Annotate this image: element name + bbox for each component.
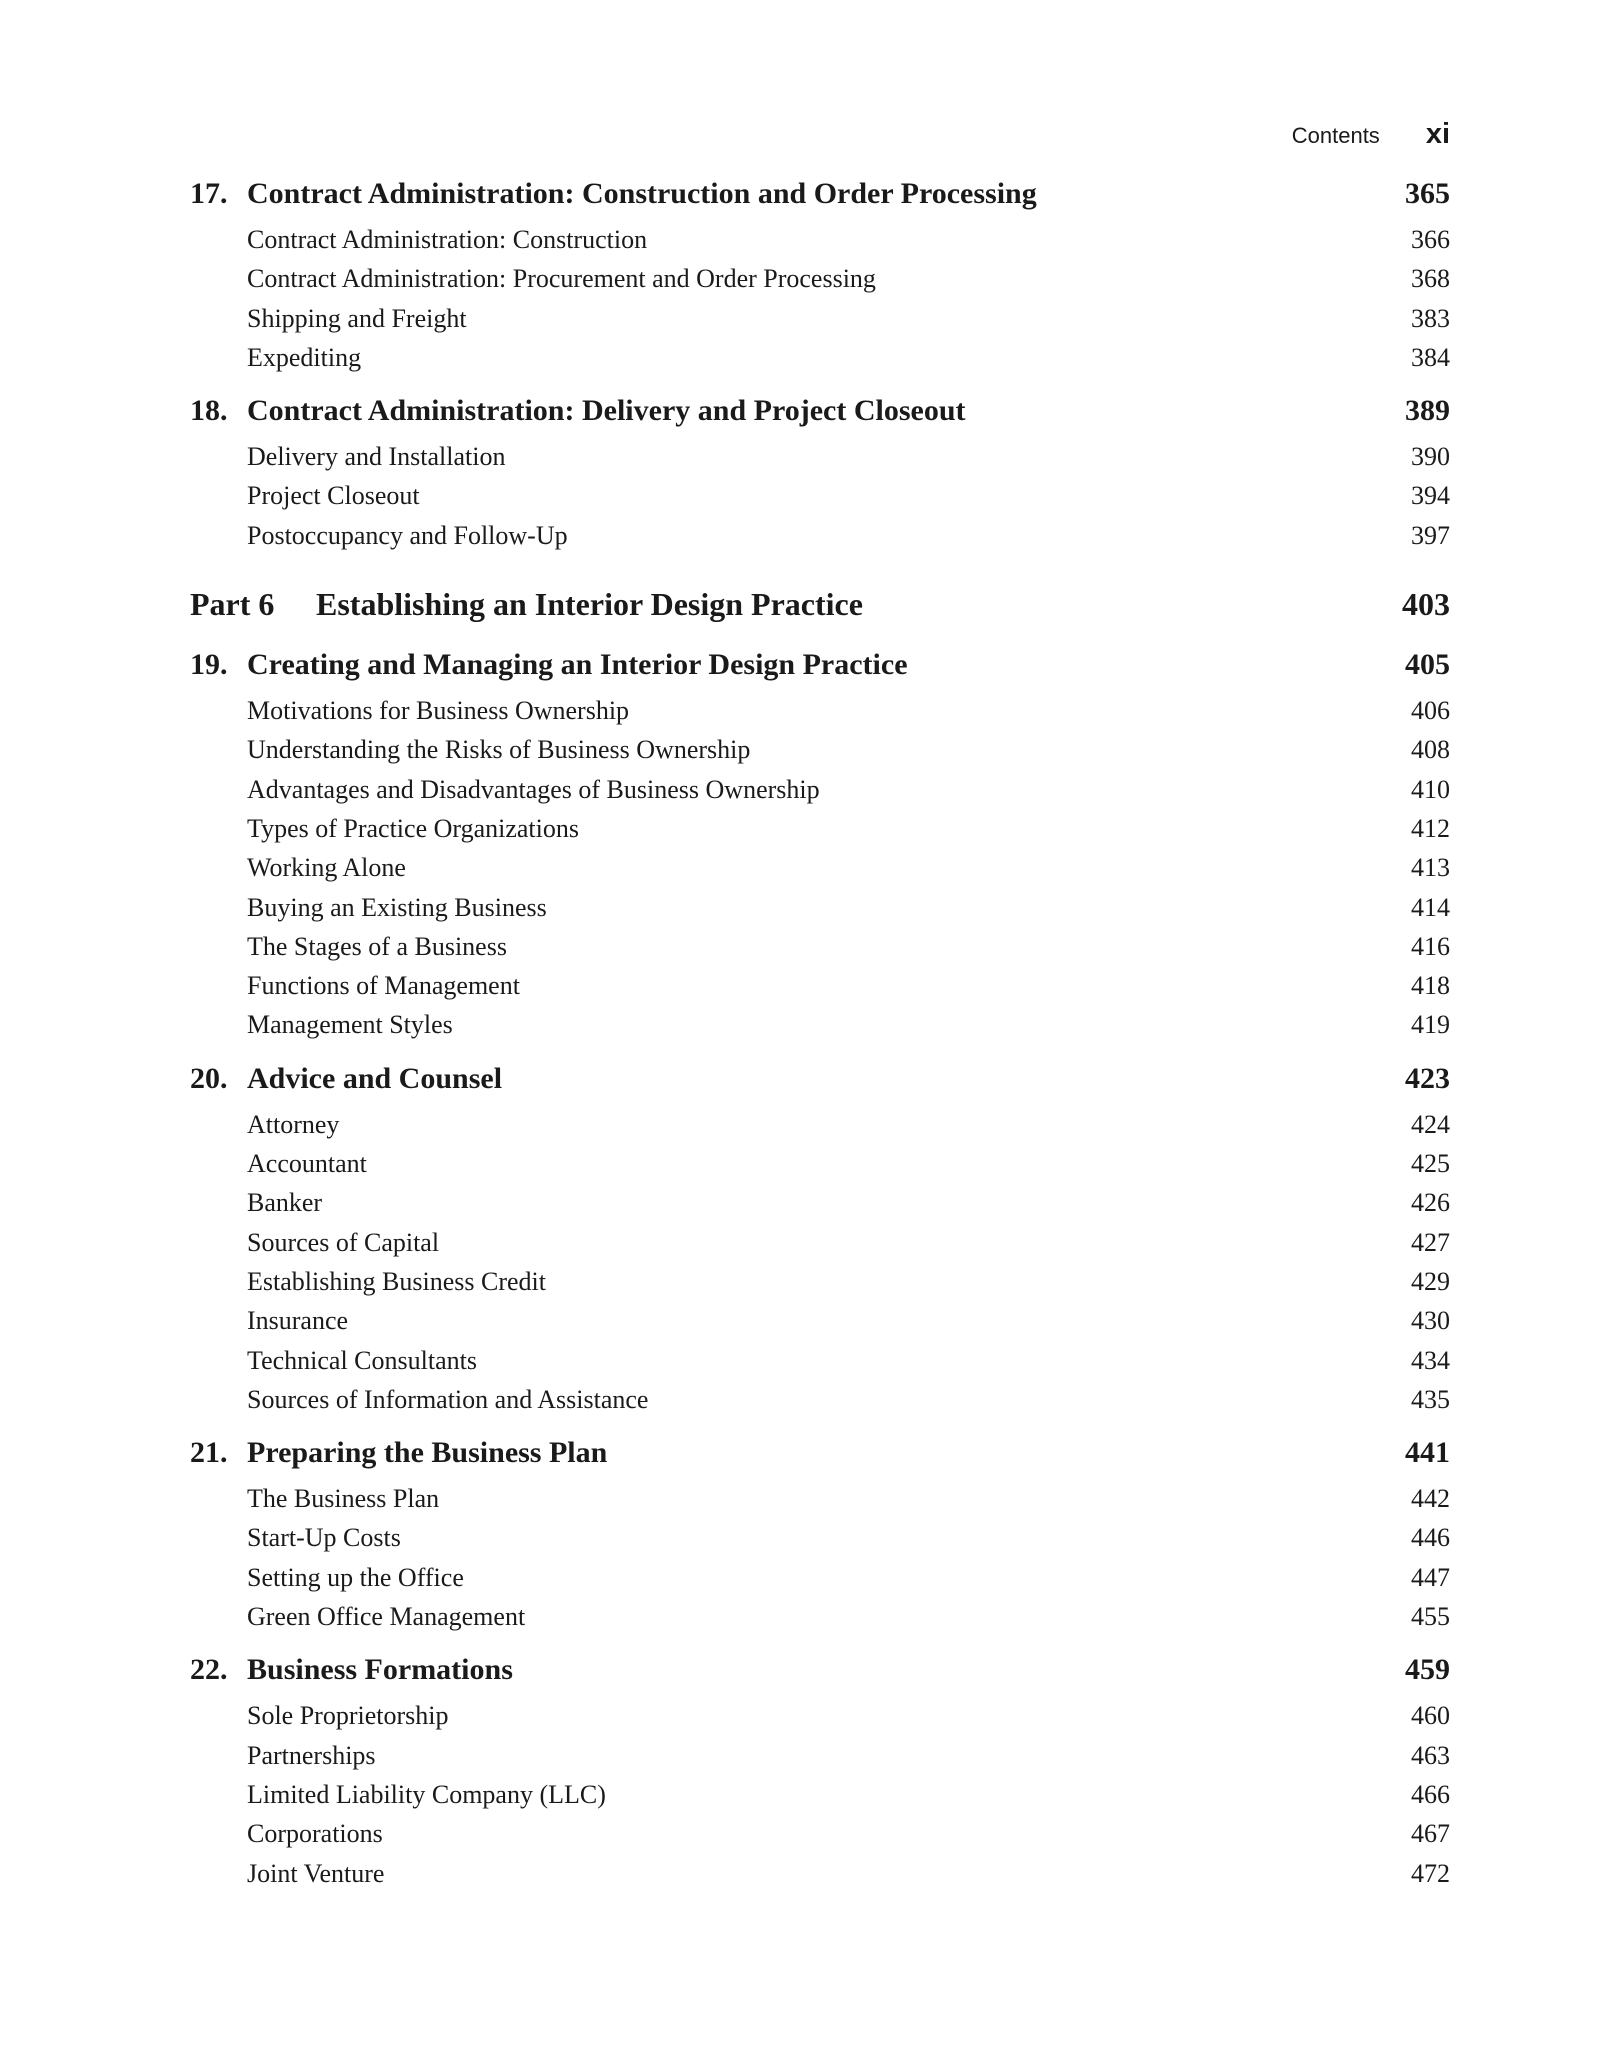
- part-page: 403: [1402, 586, 1450, 623]
- toc-entry[interactable]: [190, 225, 1450, 264]
- entry-title: Corporations: [247, 1819, 383, 1849]
- entry-title: The Business Plan: [247, 1484, 440, 1514]
- toc-entry[interactable]: [190, 1306, 1450, 1345]
- toc-entry[interactable]: [190, 343, 1450, 382]
- chapter-number: 21.: [190, 1436, 228, 1470]
- entry-page: 427: [1411, 1227, 1450, 1257]
- entry-page: 429: [1411, 1266, 1450, 1296]
- chapter-page: 441: [1405, 1436, 1450, 1470]
- chapter-18: [190, 394, 1450, 560]
- toc-entry[interactable]: [190, 1110, 1450, 1149]
- toc-entry[interactable]: [190, 1188, 1450, 1227]
- entry-title: Types of Practice Organizations: [247, 813, 579, 843]
- entry-title: Partnerships: [247, 1740, 376, 1770]
- entry-page: 410: [1411, 774, 1450, 804]
- toc-entry[interactable]: [190, 1228, 1450, 1267]
- entry-title: Advantages and Disadvantages of Business Ownership: [247, 774, 820, 804]
- entry-page: 466: [1411, 1779, 1450, 1809]
- toc-entry[interactable]: [190, 1859, 1450, 1898]
- toc-entry[interactable]: [190, 442, 1450, 481]
- chapter-heading[interactable]: [190, 1062, 1450, 1110]
- entry-title: Delivery and Installation: [247, 442, 506, 472]
- entry-page: 434: [1411, 1345, 1450, 1375]
- entry-page: 413: [1411, 853, 1450, 883]
- page-folio: xi: [1425, 118, 1450, 150]
- entry-title: Contract Administration: Procurement and Order Processing: [247, 264, 876, 294]
- chapter-title: Contract Administration: Construction and Order Processing: [247, 177, 1037, 210]
- chapter-number: 18.: [190, 394, 228, 428]
- entry-title: Project Closeout: [247, 481, 420, 511]
- entry-page: 394: [1411, 481, 1450, 511]
- entry-title: Accountant: [247, 1149, 367, 1179]
- chapter-page: 459: [1405, 1653, 1450, 1687]
- toc-entry[interactable]: [190, 1149, 1450, 1188]
- chapter-number: 17.: [190, 177, 228, 210]
- toc-entry[interactable]: [190, 932, 1450, 971]
- entry-page: 368: [1411, 264, 1450, 294]
- chapter-heading[interactable]: [190, 394, 1450, 442]
- chapter-heading[interactable]: [190, 1436, 1450, 1484]
- chapter-page: 389: [1405, 394, 1450, 428]
- entry-page: 397: [1411, 520, 1450, 550]
- toc-entry[interactable]: [190, 814, 1450, 853]
- entry-page: 414: [1411, 892, 1450, 922]
- toc-entry[interactable]: [190, 1346, 1450, 1385]
- entry-title: Buying an Existing Business: [247, 892, 547, 922]
- entry-page: 416: [1411, 931, 1450, 961]
- entry-page: 412: [1411, 813, 1450, 843]
- toc-entry[interactable]: [190, 1780, 1450, 1819]
- table-of-contents: [190, 177, 1450, 1898]
- entry-title: The Stages of a Business: [247, 931, 507, 961]
- chapter-title: Creating and Managing an Interior Design Practice: [247, 648, 908, 682]
- chapter-number: 19.: [190, 648, 228, 682]
- chapter-heading[interactable]: [190, 1653, 1450, 1701]
- chapter-22: [190, 1653, 1450, 1897]
- entry-page: 472: [1411, 1858, 1450, 1888]
- entry-title: Functions of Management: [247, 971, 520, 1001]
- toc-entry[interactable]: [190, 1385, 1450, 1424]
- entry-title: Postoccupancy and Follow-Up: [247, 520, 568, 550]
- entry-page: 460: [1411, 1701, 1450, 1731]
- toc-entry[interactable]: [190, 853, 1450, 892]
- entry-title: Technical Consultants: [247, 1345, 477, 1375]
- entry-title: Limited Liability Company (LLC): [247, 1779, 606, 1809]
- entry-title: Insurance: [247, 1306, 349, 1336]
- entry-page: 425: [1411, 1149, 1450, 1179]
- entry-page: 426: [1411, 1188, 1450, 1218]
- toc-entry[interactable]: [190, 481, 1450, 520]
- toc-entry[interactable]: [190, 1267, 1450, 1306]
- chapter-title: Contract Administration: Delivery and Project Closeout: [247, 394, 966, 428]
- entry-title: Motivations for Business Ownership: [247, 696, 630, 726]
- chapter-number: 20.: [190, 1061, 228, 1095]
- chapter-title: Advice and Counsel: [247, 1061, 503, 1095]
- running-head-label: Contents: [1291, 123, 1380, 148]
- entry-title: Establishing Business Credit: [247, 1266, 546, 1296]
- chapter-20: [190, 1062, 1450, 1424]
- toc-entry[interactable]: [190, 1523, 1450, 1562]
- entry-page: 384: [1411, 342, 1450, 372]
- entry-page: 419: [1411, 1010, 1450, 1040]
- entry-title: Green Office Management: [247, 1602, 526, 1632]
- entry-title: Contract Administration: Construction: [247, 225, 648, 254]
- toc-entry[interactable]: [190, 1701, 1450, 1740]
- toc-entry[interactable]: [190, 1484, 1450, 1523]
- toc-entry[interactable]: [190, 304, 1450, 343]
- entry-page: 463: [1411, 1740, 1450, 1770]
- entry-title: Sole Proprietorship: [247, 1701, 449, 1731]
- chapter-heading[interactable]: [190, 177, 1450, 225]
- chapter-page: 405: [1405, 648, 1450, 682]
- entry-page: 408: [1411, 735, 1450, 765]
- entry-page: 446: [1411, 1523, 1450, 1553]
- toc-entry[interactable]: [190, 1741, 1450, 1780]
- entry-title: Management Styles: [247, 1010, 453, 1040]
- chapter-21: [190, 1436, 1450, 1641]
- part-title: Establishing an Interior Design Practice: [316, 586, 863, 623]
- entry-page: 424: [1411, 1109, 1450, 1139]
- entry-title: Expediting: [247, 342, 362, 372]
- entry-title: Attorney: [247, 1109, 340, 1139]
- entry-page: 366: [1411, 225, 1450, 254]
- entry-title: Sources of Capital: [247, 1227, 440, 1257]
- entry-page: 435: [1411, 1384, 1450, 1414]
- toc-entry[interactable]: [190, 735, 1450, 774]
- chapter-heading[interactable]: [190, 648, 1450, 696]
- toc-entry[interactable]: [190, 1602, 1450, 1641]
- toc-entry[interactable]: [190, 696, 1450, 735]
- entry-title: Banker: [247, 1188, 323, 1218]
- toc-entry[interactable]: [190, 1563, 1450, 1602]
- toc-entry[interactable]: [190, 775, 1450, 814]
- chapter-page: 365: [1405, 177, 1450, 210]
- toc-entry[interactable]: [190, 521, 1450, 560]
- entry-page: 383: [1411, 303, 1450, 333]
- part-heading[interactable]: [190, 586, 1450, 642]
- chapter-19: [190, 648, 1450, 1050]
- entry-page: 442: [1411, 1484, 1450, 1514]
- entry-title: Understanding the Risks of Business Ownership: [247, 735, 751, 765]
- entry-page: 418: [1411, 971, 1450, 1001]
- toc-entry[interactable]: [190, 1819, 1450, 1858]
- entry-title: Sources of Information and Assistance: [247, 1384, 649, 1414]
- entry-page: 430: [1411, 1306, 1450, 1336]
- entry-page: 406: [1411, 696, 1450, 726]
- toc-entry[interactable]: [190, 1010, 1450, 1049]
- chapter-title: Business Formations: [247, 1653, 513, 1687]
- entry-title: Working Alone: [247, 853, 406, 883]
- toc-entry[interactable]: [190, 971, 1450, 1010]
- entry-page: 455: [1411, 1602, 1450, 1632]
- toc-entry[interactable]: [190, 893, 1450, 932]
- toc-entry[interactable]: [190, 264, 1450, 303]
- entry-page: 467: [1411, 1819, 1450, 1849]
- chapter-17: [190, 177, 1450, 382]
- entry-title: Setting up the Office: [247, 1562, 464, 1592]
- chapter-number: 22.: [190, 1653, 228, 1687]
- running-head: [190, 118, 1450, 151]
- entry-title: Shipping and Freight: [247, 303, 467, 333]
- chapter-page: 423: [1405, 1061, 1450, 1095]
- entry-page: 390: [1411, 442, 1450, 472]
- entry-page: 447: [1411, 1562, 1450, 1592]
- entry-title: Joint Venture: [247, 1858, 385, 1888]
- entry-title: Start-Up Costs: [247, 1523, 401, 1553]
- part-number: Part 6: [190, 586, 275, 623]
- chapter-title: Preparing the Business Plan: [247, 1436, 608, 1470]
